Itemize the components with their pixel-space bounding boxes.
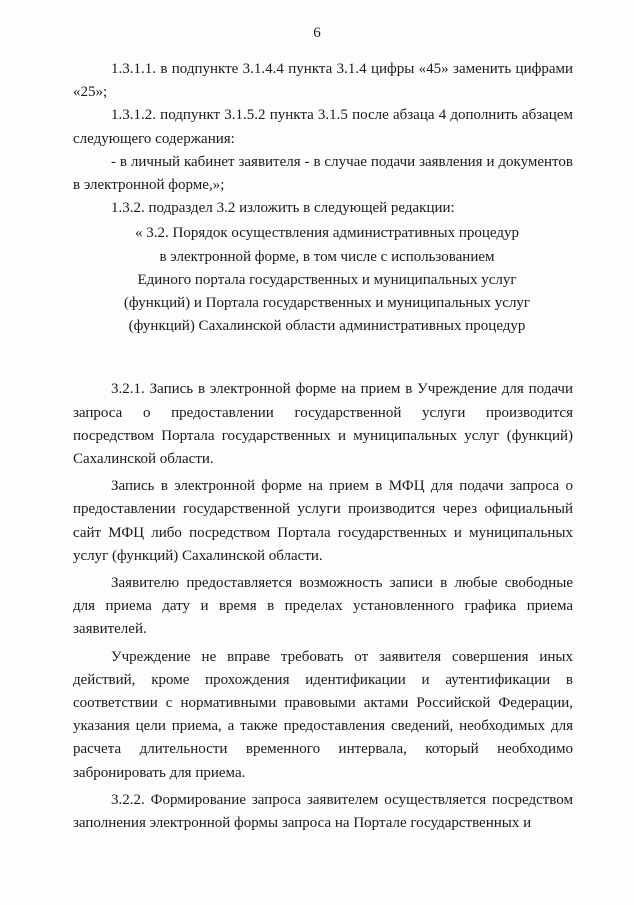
paragraph-1-3-2: 1.3.2. подраздел 3.2 изложить в следующей редакции:: [111, 200, 455, 217]
document-body: [73, 58, 573, 835]
paragraph-3-2-1: 3.2.1. Запись в электронной форме на прием в Учреждение для подачи запроса о предоставлении государственной услуги производится посредством Портала государственных и муниципальных услуг (функций) Сахалинской области.: [73, 381, 573, 468]
heading-line: Единого портала государственных и муниципальных услуг: [137, 271, 517, 288]
heading-line: в электронной форме, в том числе с использованием: [159, 248, 495, 265]
section-heading-3-2: [73, 222, 573, 338]
paragraph-1-3-1-2: 1.3.1.2. подпункт 3.1.5.2 пункта 3.1.5 после абзаца 4 дополнить абзацем следующего содержания:: [73, 107, 573, 147]
paragraph-applicant-options: Заявителю предоставляется возможность записи в любые свободные для приема дату и время в пределах установленного графика приема заявителей.: [73, 575, 573, 638]
page-number: 6: [313, 25, 321, 41]
paragraph-3-2-2: 3.2.2. Формирование запроса заявителем осуществляется посредством заполнения электронной формы запроса на Портале государственных и: [73, 791, 573, 832]
heading-line: (функций) и Портала государственных и муниципальных услуг: [123, 295, 531, 312]
paragraph-1-3-1-1: 1.3.1.1. в подпункте 3.1.4.4 пункта 3.1.4 цифры «45» заменить цифрами «25»;: [73, 61, 573, 101]
heading-line: « 3.2. Порядок осуществления административных процедур: [135, 225, 519, 242]
paragraph-personal-account: - в личный кабинет заявителя - в случае подачи заявления и документов в электронной форме,»;: [73, 153, 573, 194]
heading-line: (функций) Сахалинской области административных процедур: [128, 318, 526, 335]
paragraph-institution-restrictions: Учреждение не вправе требовать от заявителя совершения иных действий, кроме прохождения идентификации и аутентификации в соответствии с нормативными правовыми актами Российской Федерации, указания цели приема, а также предоставления сведений, необходимых для расчета длительности временного интервала, который необходимо забронировать для приема.: [73, 648, 573, 781]
paragraph-mfc-appointment: Запись в электронной форме на прием в МФЦ для подачи запроса о предоставлении государственной услуги производится через официальный сайт МФЦ либо посредством Портала государственных и муниципальных услуг (функций) Сахалинской области.: [73, 478, 573, 564]
